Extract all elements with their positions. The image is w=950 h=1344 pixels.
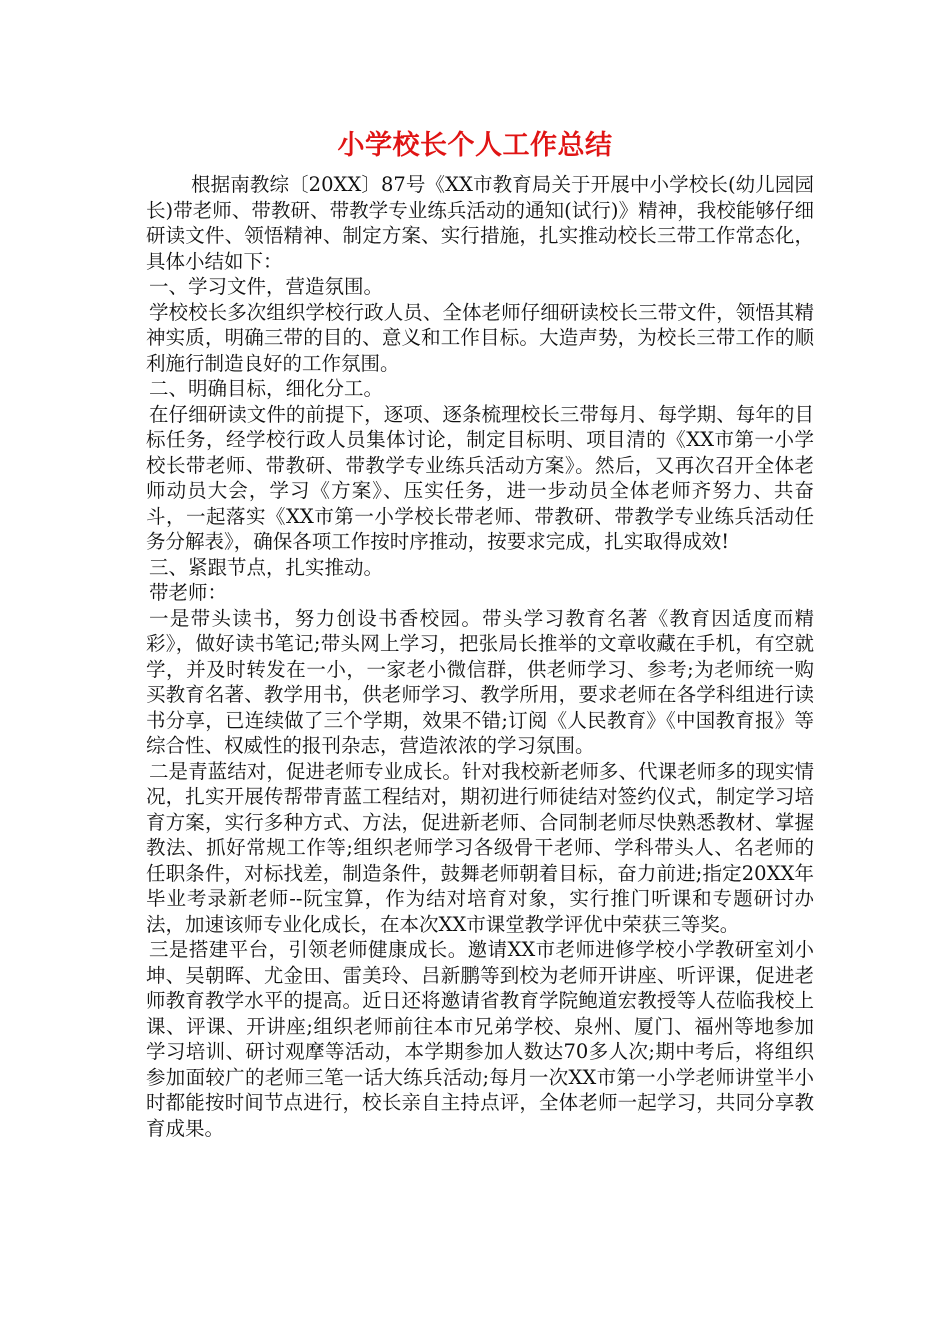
document-title: 小学校长个人工作总结 [337, 130, 613, 161]
item-1-paragraph: 一是带头读书，努力创设书香校园。带头学习教育名著《教育因适度而精彩》，做好读书笔记;带头网上学习，把张局长推举的文章收藏在手机，有空就学，并及时转发在一小，一家老小微信群，供老师学习、参考;为老师统一购买教育名著、教学用书，供老师学习、教学所用，要求老师在各学科组进行读书分享，已连续做了三个学期，效果不错;订阅《人民教育》《中国教育报》等综合性、权威性的报刊杂志，营造浓浓的学习氛围。 [146, 606, 814, 757]
item-3-paragraph: 三是搭建平台，引领老师健康成长。邀请XX市老师进修学校小学教研室刘小坤、吴朝晖、尤金田、雷美玲、吕新鹏等到校为老师开讲座、听评课，促进老师教育教学水平的提高。近日还将邀请省教育学院鲍道宏教授等人莅临我校上课、评课、开讲座;组织老师前往本市兄弟学校、泉州、厦门、福州等地参加学习培训、研讨观摩等活动，本学期参加人数达70多人次;期中考后，将组织参加面较广的老师三笔一话大练兵活动;每月一次XX市第一小学老师讲堂半小时都能按时间节点进行，校长亲自主持点评，全体老师一起学习，共同分享教育成果。 [146, 938, 814, 1140]
section-heading-1: 一、学习文件，营造氛围。 [149, 275, 384, 298]
section-1-paragraph: 学校校长多次组织学校行政人员、全体老师仔细研读校长三带文件，领悟其精神实质，明确三带的目的、意义和工作目标。大造声势，为校长三带工作的顺利施行制造良好的工作氛围。 [146, 300, 814, 375]
section-heading-3: 三、紧跟节点，扎实推动。 [149, 555, 384, 579]
section-2-paragraph: 在仔细研读文件的前提下，逐项、逐条梳理校长三带每月、每学期、每年的目标任务，经学校行政人员集体讨论，制定目标明、项目清的《XX市第一小学校长带老师、带教研、带教学专业练兵活动方案》。然后，又再次召开全体老师动员大会，学习《方案》、压实任务，进一步动员全体老师齐努力、共奋斗，一起落实《XX市第一小学校长带老师、带教研、带教学专业练兵活动任务分解表》，确保各项工作按时序推动，按要求完成，扎实取得成效! [146, 402, 814, 553]
document-body [146, 172, 814, 1141]
item-2-paragraph: 二是青蓝结对，促进老师专业成长。针对我校新老师多、代课老师多的现实情况，扎实开展传帮带青蓝工程结对，期初进行师徒结对签约仪式，制定学习培育方案，实行多种方式、方法，促进新老师、合同制老师尽快熟悉教材、掌握教法、抓好常规工作等;组织老师学习各级骨干老师、学科带头人、名老师的任职条件，对标找差，制造条件，鼓舞老师朝着目标，奋力前进;指定20XX年毕业考录新老师--阮宝算，作为结对培育对象，实行推门听课和专题研讨办法，加速该师专业化成长，在本次XX市课堂教学评优中荣获三等奖。 [146, 759, 814, 936]
section-heading-2: 二、明确目标，细化分工。 [149, 377, 384, 400]
subsection-heading: 带老师： [149, 581, 228, 604]
intro-paragraph: 根据南教综〔20XX〕87号《XX市教育局关于开展中小学校长(幼儿园园长)带老师、带教研、带教学专业练兵活动的通知(试行)》精神，我校能够仔细研读文件、领悟精神、制定方案、实行措施，扎实推动校长三带工作常态化，具体小结如下： [146, 173, 814, 273]
